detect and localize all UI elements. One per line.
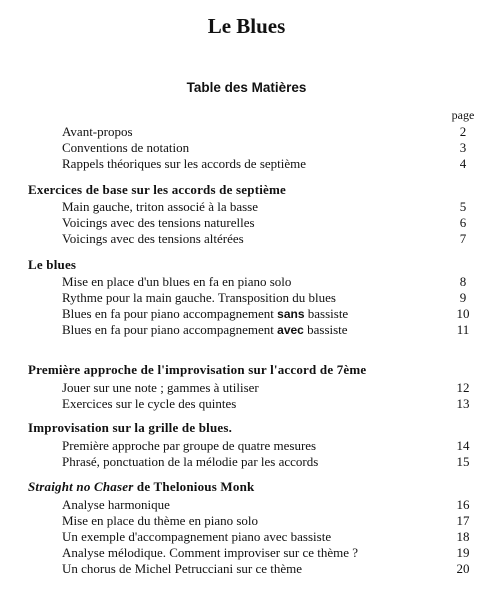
entry-text: Mise en place d'un blues en fa en piano solo: [62, 274, 292, 289]
entry-page: 13: [456, 396, 470, 411]
entry-text: [62, 306, 348, 322]
entry-text: Voicings avec des tensions altérées: [62, 231, 244, 246]
entry-text-before: Blues en fa pour piano accompagnement: [62, 322, 278, 337]
toc-entry: [0, 529, 493, 545]
entry-text-before: Blues en fa pour piano accompagnement: [62, 306, 278, 321]
section-title: Le blues: [28, 257, 77, 272]
entry-page: 11: [456, 322, 470, 337]
entry-text: Conventions de notation: [62, 140, 190, 155]
entry-text-emphasis: sans: [277, 307, 305, 321]
entry-page: 7: [459, 231, 467, 246]
entry-text: Analyse mélodique. Comment improviser sur ce thème ?: [62, 545, 359, 560]
entry-page: 12: [456, 380, 470, 395]
entry-text: Main gauche, triton associé à la basse: [62, 199, 259, 214]
toc-entry: [0, 322, 493, 338]
toc-entry: [0, 290, 493, 306]
toc-entry: [0, 215, 493, 231]
toc-entry: [0, 438, 493, 454]
entry-page: 19: [456, 545, 470, 560]
entry-page: 18: [456, 529, 470, 544]
section-title: Improvisation sur la grille de blues.: [28, 420, 233, 435]
entry-text: Première approche par groupe de quatre mesures: [62, 438, 317, 453]
entry-page: 4: [459, 156, 467, 171]
entry-text: Exercices sur le cycle des quintes: [62, 396, 237, 411]
toc-entry: [0, 156, 493, 172]
toc-entry: [0, 545, 493, 561]
entry-page: 20: [456, 561, 470, 576]
entry-page: 15: [456, 454, 470, 469]
entry-text-emphasis: avec: [277, 323, 304, 337]
toc-heading: Table des Matières: [186, 80, 307, 95]
toc-entry: [0, 231, 493, 247]
entry-text: Phrasé, ponctuation de la mélodie par les accords: [62, 454, 319, 469]
entry-text: Rappels théoriques sur les accords de septième: [62, 156, 307, 171]
entry-text: Un exemple d'accompagnement piano avec bassiste: [62, 529, 332, 544]
toc-entry: [0, 396, 493, 412]
section-title-rest: de Thelonious Monk: [133, 479, 255, 494]
toc-entry: [0, 380, 493, 396]
entry-text: Rythme pour la main gauche. Transposition du blues: [62, 290, 336, 305]
page-title: Le Blues: [207, 14, 286, 38]
entry-text-after: bassiste: [304, 306, 349, 321]
entry-page: 6: [459, 215, 467, 230]
entry-page: 3: [459, 140, 467, 155]
entry-page: 17: [456, 513, 470, 528]
entry-text: Jouer sur une note ; gammes à utiliser: [62, 380, 259, 395]
toc-entry: [0, 561, 493, 577]
toc-entry: [0, 497, 493, 513]
section-title: [28, 479, 254, 495]
entry-page: 10: [456, 306, 470, 321]
entry-page: 16: [456, 497, 470, 512]
toc-entry: [0, 274, 493, 290]
entry-page: 9: [459, 290, 467, 305]
entry-page: 14: [456, 438, 470, 453]
toc-entry: [0, 454, 493, 470]
section-title: Première approche de l'improvisation sur l'accord de 7ème: [28, 362, 367, 377]
entry-text: Mise en place du thème en piano solo: [62, 513, 259, 528]
entry-text: Un chorus de Michel Petrucciani sur ce thème: [62, 561, 303, 576]
entry-page: 2: [459, 124, 467, 139]
toc-entry: [0, 513, 493, 529]
toc-entry: [0, 199, 493, 215]
entry-text: [62, 322, 348, 338]
entry-page: 5: [459, 199, 467, 214]
entry-text: Voicings avec des tensions naturelles: [62, 215, 255, 230]
page-column-header: page: [451, 108, 475, 122]
section-title: Exercices de base sur les accords de septième: [28, 182, 286, 197]
entry-text: Avant-propos: [62, 124, 133, 139]
toc-entry: [0, 306, 493, 322]
toc-entry: [0, 124, 493, 140]
toc-entry: [0, 140, 493, 156]
entry-text: Analyse harmonique: [62, 497, 170, 512]
entry-text-after: bassiste: [303, 322, 348, 337]
entry-page: 8: [459, 274, 467, 289]
section-title-italic: Straight no Chaser: [28, 479, 134, 494]
